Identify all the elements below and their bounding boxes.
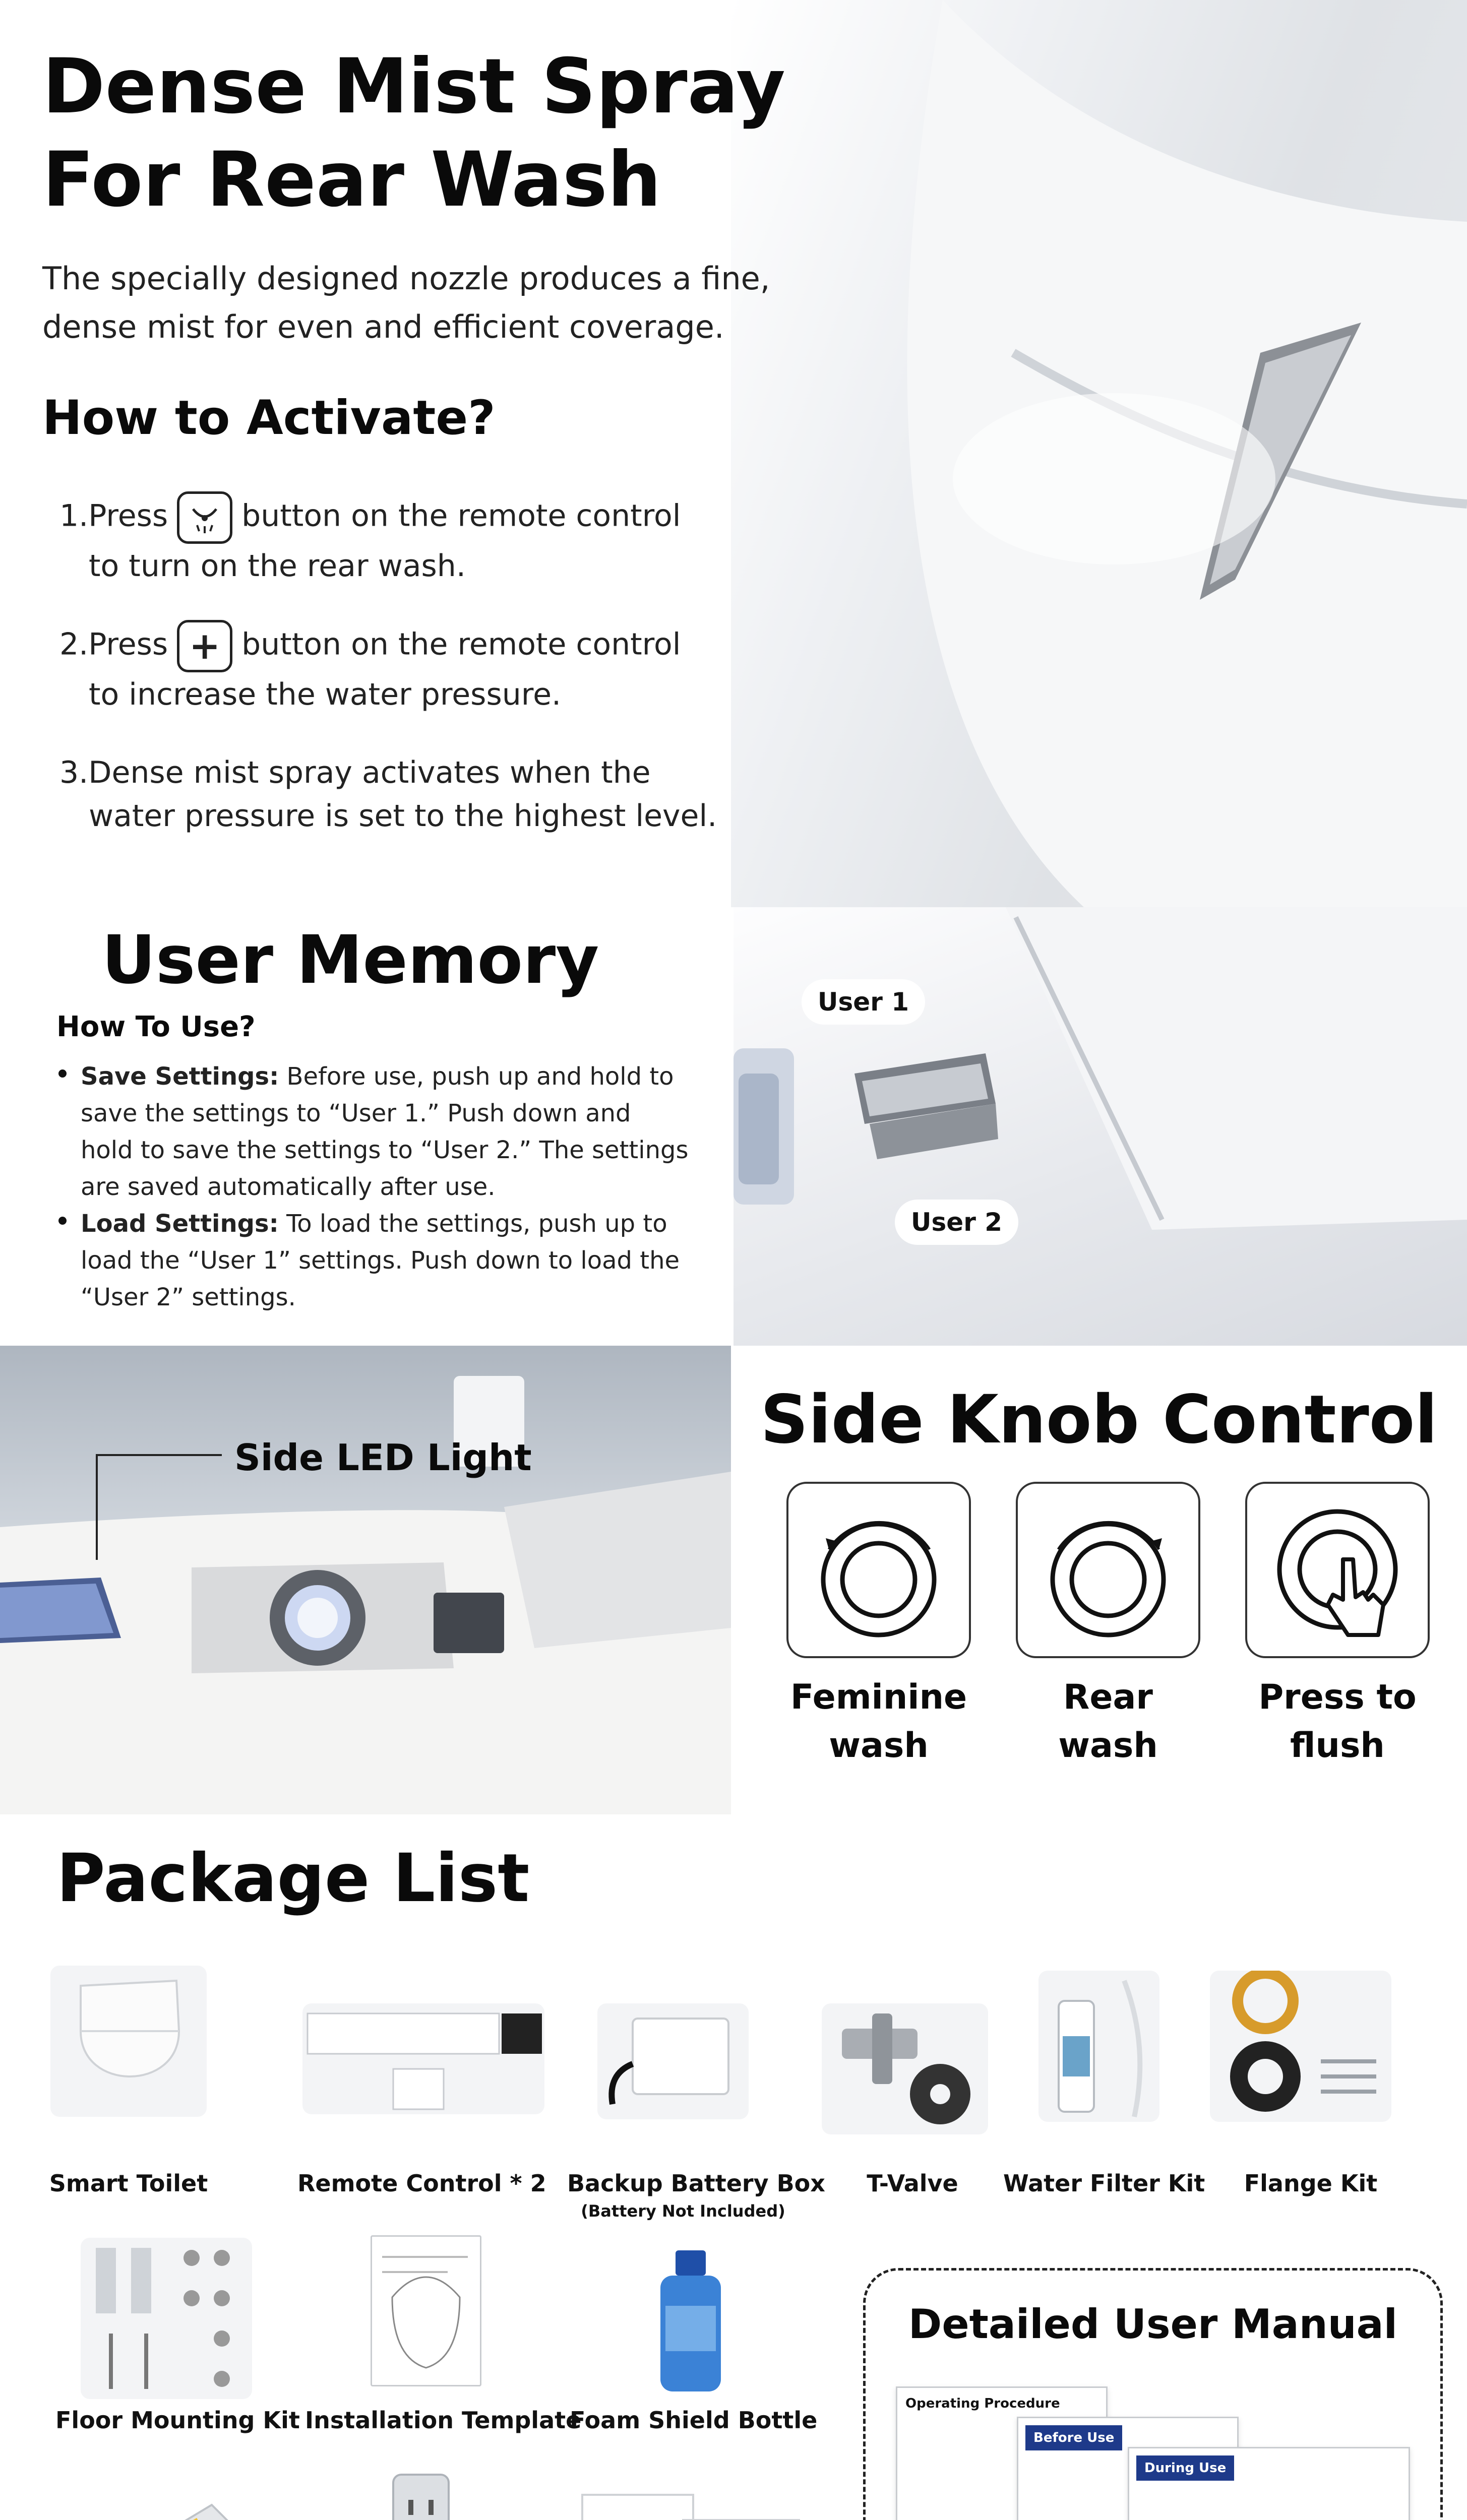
side-led-label: Side LED Light [234,1436,532,1479]
foam-shield-bottle-image [650,2245,731,2397]
rear-wash-icon [177,491,232,544]
package-item-t-valve: T-Valve [867,2170,958,2197]
package-item-battery-box: Backup Battery Box [567,2170,825,2197]
memory-section [0,907,1467,1346]
press-knob-icon [1247,1484,1428,1656]
manual-box [863,2268,1443,2520]
feminine-wash-card [786,1482,971,1658]
toilet-bowl-illustration [731,0,1467,907]
t-valve-image [822,2003,988,2134]
package-item-remote-control: Remote Control * 2 [297,2170,546,2197]
led-callout-line [96,1454,222,1456]
remote-control-image [302,2003,544,2114]
manual-box-title: Detailed User Manual [908,2301,1398,2348]
etl-plug-image [383,2470,459,2520]
rotate-knob-icon [788,1484,969,1656]
user-manual-image [577,2490,804,2520]
smart-toilet-image [50,1966,207,2117]
user2-badge: User 2 [895,1200,1018,1245]
mist-section [0,0,1467,907]
mist-description: The specially designed nozzle produces a fine, dense mist for even and efficient coverage. [42,260,770,345]
flange-kit-image [1210,1971,1391,2122]
toilet-side-illustration [0,1346,731,1814]
package-item-foam-bottle: Foam Shield Bottle [570,2407,818,2434]
installation-template-image [371,2235,481,2386]
knob-label-feminine: Feminine wash [790,1677,967,1766]
activation-step-2: 2.Press + button on the remote control to increase the water pressure. [59,620,681,717]
rear-wash-card [1016,1482,1200,1658]
side-panel-illustration [734,907,1467,1346]
led-callout-drop [96,1454,98,1560]
press-flush-card [1245,1482,1430,1658]
side-knob-title: Side Knob Control [760,1381,1438,1459]
how-to-use-label: How To Use? [56,1011,256,1043]
knob-section [0,1346,1467,1814]
user1-badge: User 1 [802,979,925,1025]
manual-page-3: During Use [1128,2447,1410,2520]
plus-icon: + [177,620,232,672]
package-title: Package List [56,1840,530,1917]
activation-step-1: 1.Press button on the remote control to turn on the rear wash. [59,491,681,588]
floor-mounting-image [81,2238,252,2399]
mist-title: Dense Mist Spray For Rear Wash [42,43,785,224]
how-to-activate-title: How to Activate? [42,391,496,446]
battery-box-image [597,2003,749,2119]
memory-instructions [56,1058,727,1316]
manual-page-1: Operating Procedure [896,2386,1108,2520]
knob-label-rear: Rear wash [1058,1677,1158,1766]
save-settings-item: Save Settings: Before use, push up and hold to save the settings to “User 1.” Push down and hold to save the settings to “User 2.” The settings are saved automatically after use. [56,1058,727,1206]
activation-step-3: 3.Dense mist spray activates when the water pressure is set to the highest level. [59,755,717,834]
package-section [0,1814,1467,2520]
battery-note: (Battery Not Included) [581,2201,785,2221]
package-item-smart-toilet: Smart Toilet [49,2170,208,2197]
water-filter-image [1038,1971,1159,2122]
knob-label-press: Press to flush [1258,1677,1417,1766]
memory-switch-image [734,907,1467,1346]
package-item-flange-kit: Flange Kit [1244,2170,1378,2197]
package-item-installation-template: Installation Template [305,2407,582,2434]
package-item-water-filter: Water Filter Kit [1003,2170,1205,2197]
memory-title: User Memory [101,921,599,999]
rotate-knob-icon [1018,1484,1198,1656]
aromatherapy-stick-image [76,2485,257,2520]
package-item-floor-mounting: Floor Mounting Kit [55,2407,300,2434]
manual-page-2: Before Use [1017,2417,1239,2520]
nozzle-image [731,0,1467,907]
side-led-image [0,1346,731,1814]
load-settings-item: Load Settings: To load the settings, push up to load the “User 1” settings. Push down to load the “User 2” settings. [56,1206,727,1316]
